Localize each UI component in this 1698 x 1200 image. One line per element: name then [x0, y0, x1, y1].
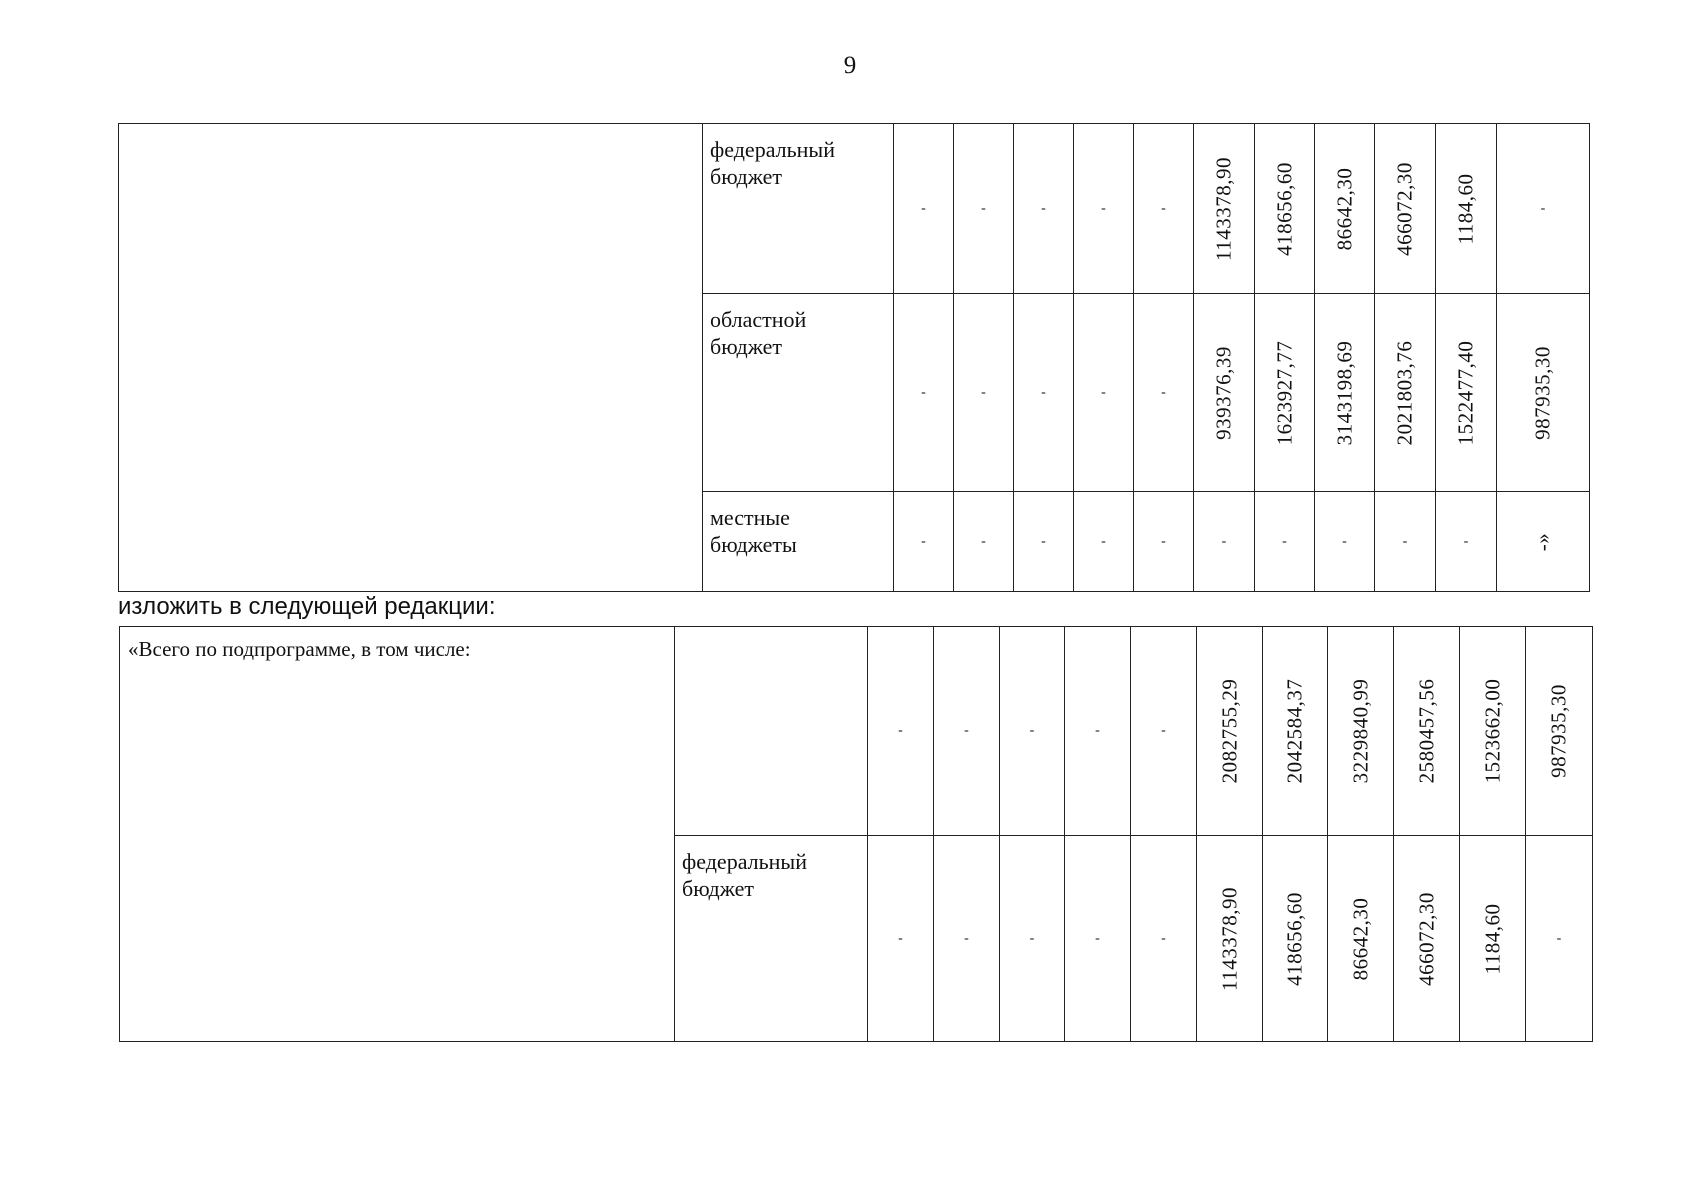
- value-cell: -: [1436, 492, 1497, 592]
- value-cell: 1184,60: [1460, 836, 1526, 1042]
- row-label-empty: [675, 627, 868, 836]
- value-cell: 1523662,00: [1460, 627, 1526, 836]
- value-cell: -: [1014, 492, 1074, 592]
- value-cell: 1184,60: [1436, 124, 1497, 294]
- value-cell: 466072,30: [1375, 124, 1436, 294]
- value-cell: -: [1000, 627, 1065, 836]
- value-cell: -: [1074, 294, 1134, 492]
- value-cell: 987935,30: [1497, 294, 1590, 492]
- page-number: 9: [843, 52, 857, 79]
- value-cell: 939376,39: [1194, 294, 1255, 492]
- row-label-regional-budget: областной бюджет: [703, 294, 894, 492]
- value-cell: -: [1014, 294, 1074, 492]
- value-cell: -: [1065, 627, 1131, 836]
- table-row: [120, 627, 1593, 836]
- budget-table-new: [119, 626, 1593, 1042]
- value-cell: 2580457,56: [1394, 627, 1460, 836]
- value-cell: -: [1134, 492, 1194, 592]
- value-cell: -: [1134, 124, 1194, 294]
- table-merged-blank-cell: [119, 124, 703, 592]
- value-cell: 86642,30: [1328, 836, 1394, 1042]
- value-cell: -: [1526, 836, 1593, 1042]
- value-cell: -: [1315, 492, 1375, 592]
- value-cell: -: [1255, 492, 1315, 592]
- value-cell: 418656,60: [1263, 836, 1328, 1042]
- value-cell: 1143378,90: [1197, 836, 1263, 1042]
- instruction-text: изложить в следующей редакции:: [118, 593, 496, 620]
- value-cell: -: [954, 294, 1014, 492]
- value-cell: 987935,30: [1526, 627, 1593, 836]
- value-cell: -: [894, 124, 954, 294]
- value-cell: -: [1131, 836, 1197, 1042]
- value-cell: 2021803,76: [1375, 294, 1436, 492]
- value-cell: -: [1375, 492, 1436, 592]
- budget-table-old: [118, 123, 1590, 592]
- row-label-federal-budget: федеральный бюджет: [703, 124, 894, 294]
- value-cell: -: [1074, 492, 1134, 592]
- value-cell: 1623927,77: [1255, 294, 1315, 492]
- value-cell: 2082755,29: [1197, 627, 1263, 836]
- value-cell: 466072,30: [1394, 836, 1460, 1042]
- value-cell: -: [1194, 492, 1255, 592]
- value-cell: -: [868, 627, 934, 836]
- value-cell: -: [954, 124, 1014, 294]
- value-cell: 418656,60: [1255, 124, 1315, 294]
- value-cell: -: [934, 627, 1000, 836]
- value-cell: -: [1131, 627, 1197, 836]
- value-cell: 3229840,99: [1328, 627, 1394, 836]
- value-cell: 1143378,90: [1194, 124, 1255, 294]
- value-cell: -: [894, 492, 954, 592]
- value-cell: -: [1497, 124, 1590, 294]
- value-cell: 1522477,40: [1436, 294, 1497, 492]
- value-cell: -: [934, 836, 1000, 1042]
- value-cell: -: [1074, 124, 1134, 294]
- value-cell: 86642,30: [1315, 124, 1375, 294]
- value-cell: -»: [1497, 492, 1590, 592]
- value-cell: -: [1000, 836, 1065, 1042]
- row-label-federal-budget: федеральный бюджет: [675, 836, 868, 1042]
- row-label-local-budgets: местные бюджеты: [703, 492, 894, 592]
- value-cell: -: [894, 294, 954, 492]
- value-cell: -: [1065, 836, 1131, 1042]
- value-cell: 3143198,69: [1315, 294, 1375, 492]
- value-cell: -: [1014, 124, 1074, 294]
- value-cell: 2042584,37: [1263, 627, 1328, 836]
- value-cell: -: [868, 836, 934, 1042]
- subprogram-total-label: «Всего по подпрограмме, в том числе:: [120, 627, 675, 1042]
- table-row: [119, 124, 1590, 294]
- value-cell: -: [1134, 294, 1194, 492]
- value-cell: -: [954, 492, 1014, 592]
